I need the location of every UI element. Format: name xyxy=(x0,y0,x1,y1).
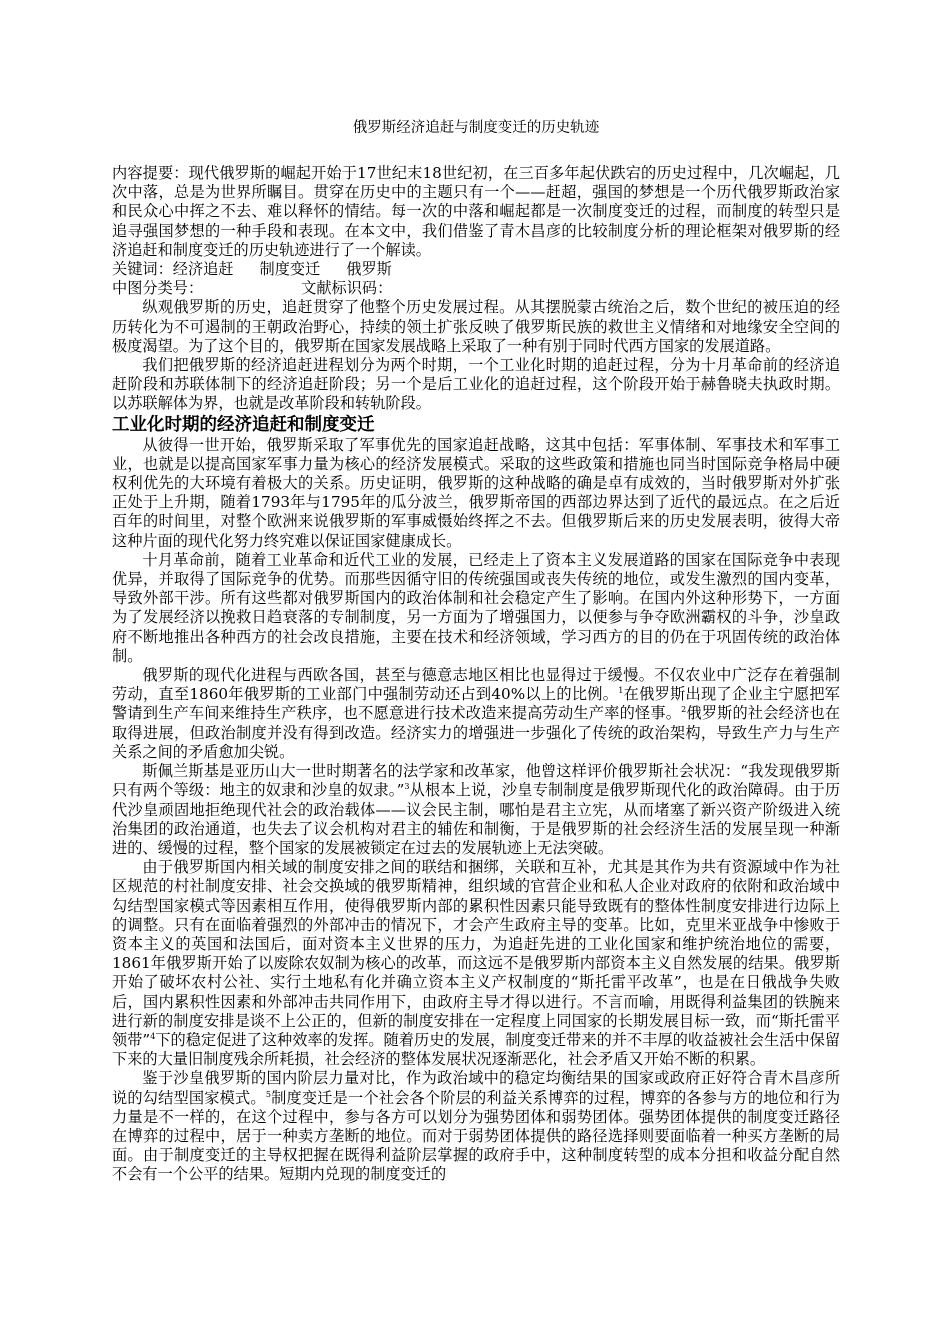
text-run: 俄罗斯的社会经济也在取得进展，但政治制度并没有得到改造。经济实力的增强进一步强化了传统的政治架构，导致生产力与生产关系之间的矛盾愈加尖锐。 xyxy=(112,704,841,761)
footnote-ref[interactable]: 5 xyxy=(265,1089,271,1099)
paragraph: 纵观俄罗斯的历史，追赶贯穿了他整个历史发展过程。从其摆脱蒙古统治之后，数个世纪的被压迫的经历转化为不可遏制的王朝政治野心，持续的领土扩张反映了俄罗斯民族的救世主义情绪和对地缘安全空间的极度渴望。为了这个目的，俄罗斯在国家发展战略上采取了一种有别于同时代西方国家的发展道路。 xyxy=(112,298,840,355)
paragraph xyxy=(112,1069,840,1184)
section-heading: 工业化时期的经济追赶和制度变迁 xyxy=(112,414,375,435)
keyword: 俄罗斯 xyxy=(346,260,392,279)
classification-line xyxy=(112,279,840,298)
abstract: 内容提要：现代俄罗斯的崛起开始于17世纪末18世纪初，在三百多年起伏跌宕的历史过程中，几次崛起，几次中落，总是为世界所瞩目。贯穿在历史中的主题只有一个——赶超，强国的梦想是一个历代俄罗斯政治家和民众心中挥之不去、难以释怀的情结。每一次的中落和崛起都是一次制度变迁的过程，而制度的转型只是追寻强国梦想的一种手段和表现。在本文中，我们借鉴了青木昌彦的比较制度分析的理论框架对俄罗斯的经济追赶和制度变迁的历史轨迹进行了一个解读。 xyxy=(112,164,840,259)
footnote-ref[interactable]: 1 xyxy=(618,686,624,696)
keywords-line xyxy=(112,260,840,279)
keyword: 经济追赶 xyxy=(172,260,234,279)
paragraph xyxy=(112,762,840,858)
text-run: 俄罗斯的现代化进程与西欧各国，甚至与德意志地区相比也显得过于缓慢。不仅农业中广泛存在着强制劳动，直至1860年俄罗斯的工业部门中强制劳动还占到40%以上的比例。 xyxy=(112,666,840,704)
doc-code-label: 文献标识码： xyxy=(301,279,393,298)
paragraph: 我们把俄罗斯的经济追赶进程划分为两个时期，一个工业化时期的追赶过程，分为十月革命前的经济追赶阶段和苏联体制下的经济追赶阶段；另一个是后工业化的追赶过程，这个阶段开始于赫鲁晓夫执政时期。以苏联解体为界，也就是改革阶段和转轨阶段。 xyxy=(112,356,840,413)
clc-label: 中图分类号： xyxy=(112,279,204,298)
keyword: 制度变迁 xyxy=(259,260,321,279)
footnote-ref[interactable]: 2 xyxy=(681,705,687,715)
text-run: 斯佩兰斯基是亚历山大一世时期著名的法学家和改革家，他曾这样评价俄罗斯社会状况：“我发现俄罗斯只有两个等级：地主的奴隶和沙皇的奴隶。” xyxy=(112,762,840,800)
document-title: 俄罗斯经济追赶与制度变迁的历史轨迹 xyxy=(352,120,600,136)
text-run: 在俄罗斯出现了企业主宁愿把军警请到生产车间来维持生产秩序，也不愿意进行技术改造来提高劳动生产率的怪事。 xyxy=(112,685,840,723)
document-page xyxy=(112,110,840,1185)
paragraph xyxy=(112,858,840,1069)
paragraph: 从彼得一世开始，俄罗斯采取了军事优先的国家追赶战略，这其中包括：军事体制、军事技术和军事工业，也就是以提高国家军事力量为核心的经济发展模式。采取的这些政策和措施也同当时国际竞争格局中硬权利优先的大环境有着极大的关系。历史证明，俄罗斯的这种战略的确是卓有成效的，当时俄罗斯对外扩张正处于上升期，随着1793年与1795年的瓜分波兰，俄罗斯帝国的西部边界达到了近代的最远点。在之后近百年的时间里，对整个欧洲来说俄罗斯的军事威慑始终挥之不去。但俄罗斯后来的历史发展表明，彼得大帝这种片面的现代化努力终究难以保证国家健康成长。 xyxy=(112,435,840,550)
paragraph xyxy=(112,666,840,762)
text-run: 制度变迁是一个社会各个阶层的利益关系博弈的过程，博弈的各参与方的地位和行为力量是不一样的，在这个过程中，参与各方可以划分为强势团体和弱势团体。强势团体提供的制度变迁路径在博弈的过程中，居于一种卖方垄断的地位。而对于弱势团体提供的路径选择则要面临着一种买方垄断的局面。由于制度变迁的主导权把握在既得利益阶层掌握的政府手中，这种制度转型的成本分担和收益分配自然不会有一个公平的结果。短期内兑现的制度变迁的 xyxy=(112,1088,841,1184)
footnote-ref[interactable]: 4 xyxy=(150,1031,156,1041)
text-run: 从根本上说，沙皇专制制度是俄罗斯现代化的政治障碍。由于历代沙皇顽固地拒绝现代社会的政治载体——议会民主制，哪怕是君主立宪，从而堵塞了新兴资产阶级进入统治集团的政治通道，也失去了议会机构对君主的辅佐和制衡，于是俄罗斯的社会经济生活的发展呈现一种渐进的、缓慢的过程，整个国家的发展被锁定在过去的发展轨迹上无法突破。 xyxy=(112,781,841,857)
paragraph: 十月革命前，随着工业革命和近代工业的发展，已经走上了资本主义发展道路的国家在国际竞争中表现优异，并取得了国际竞争的优势。而那些因循守旧的传统强国或丧失传统的地位，或发生激烈的国内变革，导致外部干涉。所有这些都对俄罗斯国内的政治体制和社会稳定产生了影响。在国内外这种形势下，一方面为了发展经济以挽救日趋衰落的专制制度，另一方面为了增强国力，以便参与争夺欧洲霸权的斗争，沙皇政府不断地推出各种西方的社会改良措施，主要在技术和经济领域，学习西方的目的仍在于巩固传统的政治体制。 xyxy=(112,550,840,665)
text-run: 下的稳定促进了这种效率的发挥。随着历史的发展，制度变迁带来的并不丰厚的收益被社会生活中保留下来的大量旧制度残余所耗损，社会经济的整体发展状况逐渐恶化，社会矛盾又开始不断的积累。 xyxy=(112,1030,841,1069)
keywords-label: 关键词： xyxy=(112,260,173,279)
text-run: 鉴于沙皇俄罗斯的国内阶层力量对比，作为政治域中的稳定均衡结果的国家或政府正好符合青木昌彦所说的勾结型国家模式。 xyxy=(112,1069,840,1107)
text-run: 由于俄罗斯国内相关域的制度安排之间的联结和捆绑，关联和互补，尤其是其作为共有资源域中作为社区规范的村社制度安排、社会交换域的俄罗斯精神，组织域的官营企业和私人企业对政府的依附和政治域中勾结型国家模式等因素相互作用，使得俄罗斯内部的累积性因素只能导致既有的整体性制度安排进行边际上的调整。只有在面临着强烈的外部冲击的情况下，才会产生政府主导的变革。比如，克里米亚战争中惨败于资本主义的英国和法国后，面对资本主义世界的压力，为追赶先进的工业化国家和维护统治地位的需要，1861年俄罗斯开始了以废除农奴制为核心的改革，而这远不是俄罗斯内部资本主义自然发展的结果。俄罗斯开始了破坏农村公社、实行土地私有化并确立资本主义产权制度的“斯托雷平改革”，也是在日俄战争失败后，国内累积性因素和外部冲击共同作用下，由政府主导才得以进行。不言而喻，用既得利益集团的铁腕来进行新的制度安排是谈不上公正的，但新的制度安排在一定程度上同国家的长期发展目标一致，而“斯托雷平领带” xyxy=(112,858,840,1049)
footnote-ref[interactable]: 3 xyxy=(404,782,410,792)
